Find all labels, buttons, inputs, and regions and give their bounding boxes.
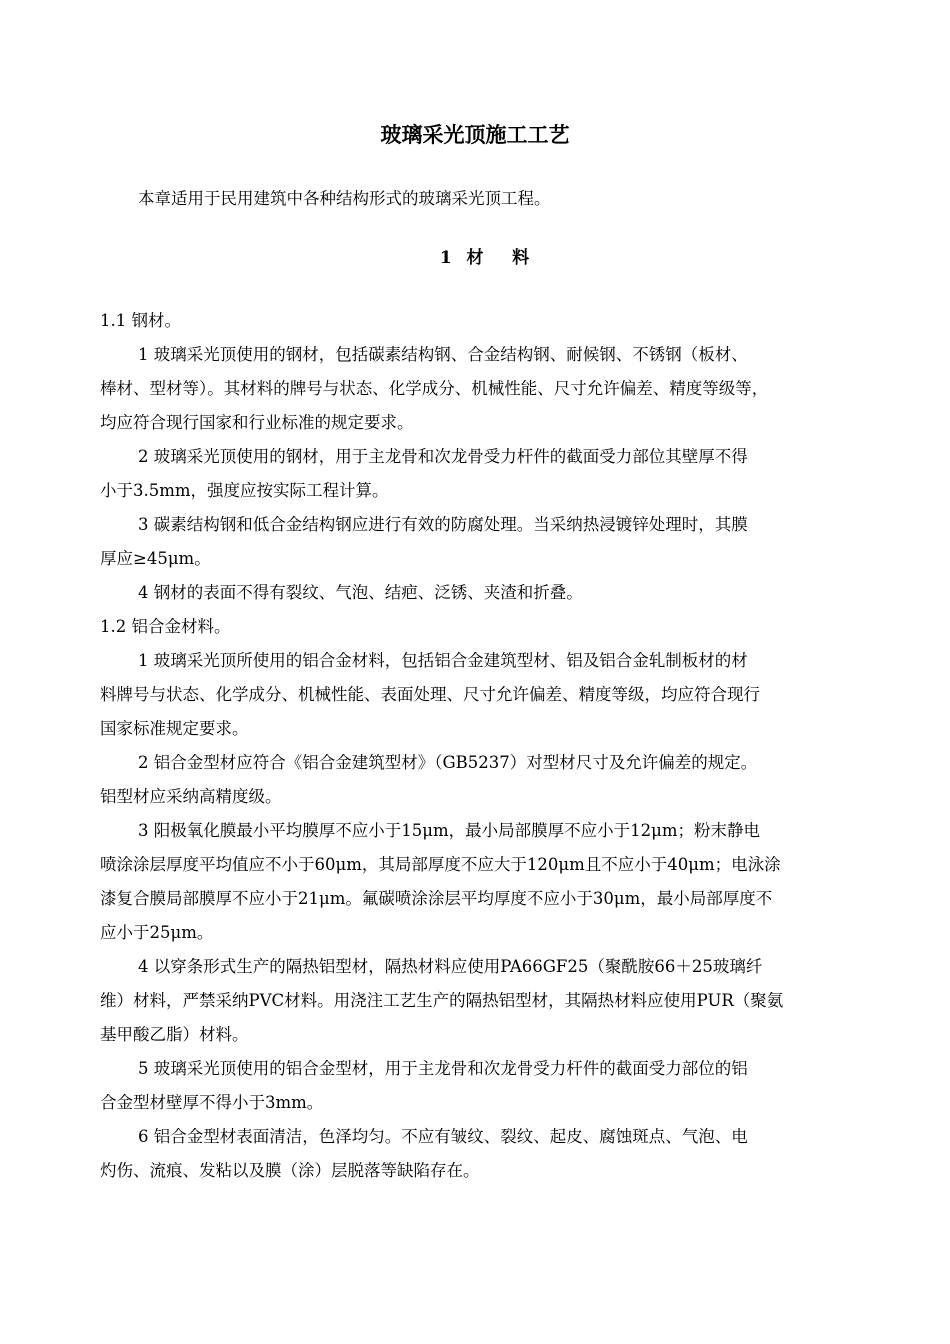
body-line: 2 玻璃采光顶使用的钢材，用于主龙骨和次龙骨受力杆件的截面受力部位其壁厚不得: [138, 447, 748, 466]
body-line: 铝型材应采纳高精度级。: [100, 787, 282, 806]
body-line: 小于3.5mm，强度应按实际工程计算。: [100, 481, 389, 500]
body-line: 2 铝合金型材应符合《铝合金建筑型材》（GB5237）对型材尺寸及允许偏差的规定。: [138, 753, 758, 772]
body-line: 4 钢材的表面不得有裂纹、气泡、结疤、泛锈、夹渣和折叠。: [138, 583, 583, 602]
section-heading: 1 材 料: [439, 248, 531, 268]
body-line: 1 玻璃采光顶使用的钢材，包括碳素结构钢、合金结构钢、耐候钢、不锈钢（板材、: [138, 345, 748, 364]
document-title: 玻璃采光顶施工工艺: [380, 123, 570, 147]
body-line: 料牌号与状态、化学成分、机械性能、表面处理、尺寸允许偏差、精度等级，均应符合现行: [100, 685, 760, 704]
body-line: 维）材料，严禁采纳PVC材料。用浇注工艺生产的隔热铝型材，其隔热材料应使用PUR（聚氨: [100, 991, 784, 1010]
body-line: 厚应≥45μm。: [100, 549, 211, 568]
body-line: 均应符合现行国家和行业标准的规定要求。: [100, 413, 414, 432]
body-line: 合金型材壁厚不得小于3mm。: [100, 1093, 324, 1112]
body-line: 6 铝合金型材表面清洁，色泽均匀。不应有皱纹、裂纹、起皮、腐蚀斑点、气泡、电: [138, 1127, 748, 1146]
body-line: 棒材、型材等）。其材料的牌号与状态、化学成分、机械性能、尺寸允许偏差、精度等级等，: [100, 379, 769, 398]
body-line: 1.1 钢材。: [100, 311, 181, 330]
body-line: 漆复合膜局部膜厚不应小于21μm。氟碳喷涂涂层平均厚度不应小于30μm，最小局部厚度不: [100, 889, 773, 908]
body-line: 喷涂涂层厚度平均值应不小于60μm，其局部厚度不应大于120μm且不应小于40μm；电泳涂: [100, 855, 781, 874]
body-text: [100, 304, 890, 1188]
intro-paragraph: 本章适用于民用建筑中各种结构形式的玻璃采光顶工程。: [138, 189, 551, 208]
body-line: 国家标准规定要求。: [100, 719, 249, 738]
body-line: 3 阳极氧化膜最小平均膜厚不应小于15μm，最小局部膜厚不应小于12μm；粉末静电: [138, 821, 760, 840]
body-line: 1.2 铝合金材料。: [100, 617, 231, 636]
body-line: 1 玻璃采光顶所使用的铝合金材料，包括铝合金建筑型材、铝及铝合金轧制板材的材: [138, 651, 748, 670]
body-line: 4 以穿条形式生产的隔热铝型材，隔热材料应使用PA66GF25（聚酰胺66＋25玻璃纤: [138, 957, 763, 976]
body-line: 基甲酸乙脂）材料。: [100, 1025, 249, 1044]
body-line: 5 玻璃采光顶使用的铝合金型材，用于主龙骨和次龙骨受力杆件的截面受力部位的铝: [138, 1059, 748, 1078]
body-line: 应小于25μm。: [100, 923, 214, 942]
body-line: 3 碳素结构钢和低合金结构钢应进行有效的防腐处理。当采纳热浸镀锌处理时，其膜: [138, 515, 748, 534]
body-line: 灼伤、流痕、发粘以及膜（涂）层脱落等缺陷存在。: [100, 1161, 480, 1180]
